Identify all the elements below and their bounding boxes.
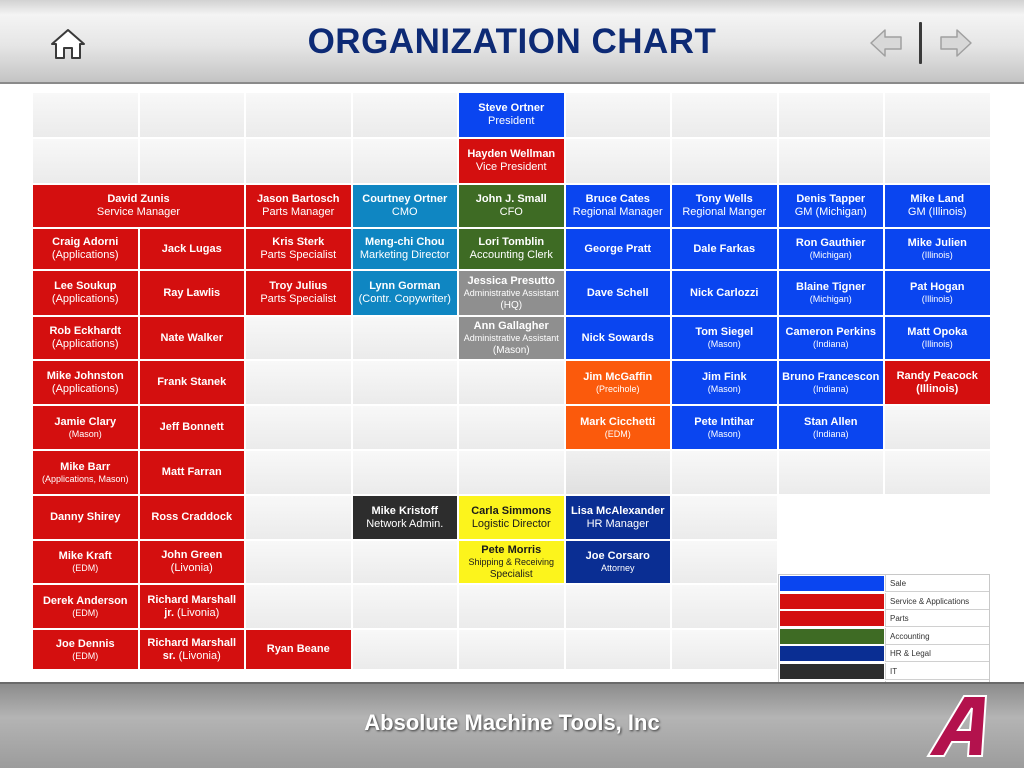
empty-grid-cell [565,450,672,495]
person-name: Bruce Cates [585,193,650,205]
person-name: Ryan Beane [266,643,330,655]
org-person-card [139,629,246,670]
org-person-card [671,270,778,316]
org-person-card [139,316,246,360]
person-name: Jack Lugas [161,242,222,255]
legend-label: Accounting [885,628,989,645]
empty-grid-cell [565,584,672,629]
person-name: Dale Farkas [693,242,756,255]
org-person-card [565,405,672,450]
person-name: Frank Stanek [157,376,227,388]
org-person-card [32,184,245,228]
org-person-card [139,228,246,270]
person-name: Tony Wells [695,193,753,205]
empty-grid-cell [671,495,778,540]
person-title: Logistic Director [471,517,551,530]
person-name: Craig Adorni [52,236,119,248]
person-title: (Applications) [51,249,119,261]
person-name: Kris Sterk [272,236,325,248]
legend-swatch [780,576,884,591]
org-person-card [884,360,991,405]
person-title: (Contr. Copywriter) [358,293,451,305]
person-title: Administrative Assistant [463,287,559,298]
org-person-card [778,405,885,450]
person-name: Troy Julius [269,280,328,292]
person-title: (Michigan) [809,250,852,260]
person-name: Dave Schell [586,286,649,299]
org-person-card [458,270,565,316]
empty-grid-cell [671,450,778,495]
person-name: John Green [161,549,223,561]
org-person-card [139,495,246,540]
legend-swatch [780,664,884,679]
person-name: Stan Allen [804,415,858,428]
empty-grid-cell [671,138,778,184]
empty-grid-cell [671,540,778,584]
person-title: (Indiana) [812,383,849,394]
org-person-card [884,270,991,316]
person-title: (Indiana) [812,428,849,439]
person-name: Ann Gallagher [473,319,549,332]
person-title: (Mason) [707,428,741,439]
org-person-card [458,228,565,270]
person-name: Randy Peacock [896,369,978,382]
empty-grid-cell [458,584,565,629]
person-title: (Applications) [51,382,119,395]
person-name: Jason Bartosch [256,193,340,205]
person-name: Mark Cicchetti [580,415,656,428]
person-name: Mike Julien [907,237,967,249]
empty-grid-cell [245,360,352,405]
empty-grid-cell [458,629,565,670]
empty-grid-cell [565,138,672,184]
org-person-card [139,360,246,405]
person-title: Shipping & Receiving [468,556,555,567]
org-person-card [778,184,885,228]
person-name-line2 [164,607,219,620]
company-name: Absolute Machine Tools, Inc [364,710,660,735]
org-person-card [671,184,778,228]
person-title: President [488,115,535,127]
nav-divider [919,22,922,64]
legend-label: HR & Legal [885,645,989,662]
empty-grid-cell [352,584,459,629]
org-person-card [352,270,459,316]
person-name: Ray Lawlis [163,286,221,299]
empty-grid-cell [32,92,139,138]
person-name: Lori Tomblin [478,236,545,248]
empty-grid-cell [884,92,991,138]
empty-grid-cell [778,92,885,138]
person-title: (Applications) [51,338,119,350]
person-title: GM (Illinois) [907,206,967,218]
person-name: Pete Morris [481,543,542,556]
empty-grid-cell [245,92,352,138]
person-title: (EDM) [72,607,99,618]
person-name: Courtney Ortner [362,193,448,205]
empty-grid-cell [778,138,885,184]
person-title: HR Manager [586,517,649,530]
empty-grid-cell [352,92,459,138]
org-person-card [139,270,246,316]
org-person-card [778,270,885,316]
empty-grid-cell [139,138,246,184]
person-title-line2: Specialist [489,568,533,580]
person-name: Tom Siegel [695,326,754,338]
header-bar [0,0,1024,84]
empty-grid-cell [32,138,139,184]
person-name: Mike Kristoff [371,504,439,517]
person-name: Matt Farran [161,466,222,478]
person-title: (EDM) [72,563,99,573]
person-title: Regional Manger [682,206,767,218]
person-name: David Zunis [107,193,170,205]
empty-grid-cell [352,629,459,670]
org-person-card [565,184,672,228]
person-name: Danny Shirey [50,511,121,523]
org-person-card [352,184,459,228]
org-person-card [32,540,139,584]
person-name: Bruno Francescon [782,370,880,383]
legend-swatch [780,646,884,661]
person-name: Lisa McAlexander [570,504,665,517]
empty-grid-cell [565,92,672,138]
org-person-card [458,184,565,228]
empty-grid-cell [671,629,778,670]
org-person-card [884,228,991,270]
org-person-card [32,316,139,360]
org-person-card [565,228,672,270]
person-title: (Illinois) [921,339,953,349]
person-title: GM (Michigan) [794,206,867,218]
person-name: Hayden Wellman [467,148,556,160]
legend-label: Service & Applications [885,593,989,610]
page-title: ORGANIZATION CHART [307,22,717,61]
org-chart-area [0,84,1024,682]
empty-grid-cell [458,405,565,450]
org-person-card [245,270,352,316]
forward-button[interactable] [936,27,974,59]
legend-item [779,663,989,680]
org-person-card [352,228,459,270]
empty-grid-cell [352,405,459,450]
org-person-card [139,405,246,450]
empty-grid-cell [352,316,459,360]
person-title: (EDM) [604,428,631,439]
person-name: Pat Hogan [910,281,965,293]
org-person-card [32,405,139,450]
person-name: Lynn Gorman [369,280,441,292]
empty-grid-cell [352,360,459,405]
org-person-card [32,360,139,405]
person-name: John J. Small [475,193,547,205]
person-title-line2: (HQ) [500,299,523,311]
person-name-suffix: jr. [164,606,175,619]
org-person-card [671,360,778,405]
legend-swatch [780,629,884,644]
person-title: (Applications) [51,293,119,305]
org-person-card [565,316,672,360]
person-name: Mike Land [910,193,965,205]
legend-item [779,575,989,592]
empty-grid-cell [352,138,459,184]
empty-grid-cell [245,495,352,540]
person-name: Mike Johnston [46,369,124,382]
org-person-card [245,228,352,270]
person-name: Jim Fink [701,370,747,383]
empty-grid-cell [245,540,352,584]
org-person-card [458,138,565,184]
org-person-card [32,629,139,670]
arrow-right-icon [936,27,974,59]
person-title-line2: (Mason) [492,344,530,356]
empty-grid-cell [671,92,778,138]
person-name: Jamie Clary [54,415,117,428]
person-title: (Michigan) [809,294,852,304]
person-name: Joe Dennis [55,637,115,650]
person-title: Service Manager [96,206,181,218]
person-name: Joe Corsaro [585,550,650,562]
footer-bar [0,682,1024,768]
empty-grid-cell [671,584,778,629]
person-title: (Mason) [707,383,741,394]
legend-item [779,645,989,662]
back-button[interactable] [868,27,906,59]
arrow-left-icon [868,27,906,59]
org-person-card [352,495,459,540]
person-name: Carla Simmons [471,504,552,517]
person-name: Lee Soukup [54,280,117,292]
person-name: Derek Anderson [42,594,128,607]
org-person-card [139,450,246,495]
person-title: (Indiana) [812,339,849,349]
person-name: Matt Opoka [907,326,968,338]
person-name: Nick Carlozzi [690,286,759,299]
org-person-card [778,360,885,405]
person-title: (Applications, Mason) [41,473,129,484]
org-person-card [458,92,565,138]
person-name: Jessica Presutto [467,274,555,287]
empty-grid-cell [139,92,246,138]
person-title: Attorney [600,563,635,573]
person-title: (Illinois) [916,382,959,395]
legend-swatch [780,611,884,626]
empty-grid-cell [778,450,885,495]
org-person-card [245,629,352,670]
person-name: Cameron Perkins [785,326,876,338]
org-person-card [32,228,139,270]
person-name: Rob Eckhardt [49,325,121,337]
org-person-card [32,270,139,316]
person-name: Blaine Tigner [796,281,866,293]
org-person-card [139,584,246,629]
org-person-card [565,540,672,584]
person-name: Denis Tapper [796,193,866,205]
org-person-card [458,495,565,540]
org-person-card [565,360,672,405]
person-title: (EDM) [72,650,99,661]
person-name: Pete Intihar [694,415,755,428]
person-name: Nick Sowards [581,331,654,344]
legend-item [779,628,989,645]
person-title: (Mason) [707,339,741,349]
person-title: (Illinois) [921,250,953,260]
empty-grid-cell [245,138,352,184]
person-title: Parts Specialist [260,293,337,305]
person-name: Nate Walker [160,331,224,344]
empty-grid-cell [884,405,991,450]
org-person-card [32,450,139,495]
person-title: (Precihole) [595,383,640,394]
empty-grid-cell [245,584,352,629]
org-person-card [565,495,672,540]
person-title: (Mason) [68,428,102,439]
person-name: Richard Marshall [147,593,237,606]
org-person-card [884,316,991,360]
org-person-card [671,316,778,360]
person-title: CFO [499,206,523,218]
legend-item [779,593,989,610]
person-name: George Pratt [584,242,652,255]
person-title: CMO [391,206,418,218]
empty-grid-cell [245,450,352,495]
person-name: Jeff Bonnett [159,421,224,433]
legend-label: IT [885,663,989,680]
empty-grid-cell [352,450,459,495]
person-name: Ross Craddock [151,511,233,523]
org-person-card [458,316,565,360]
person-name: Meng-chi Chou [365,236,445,248]
legend-label: Parts [885,610,989,627]
person-title: Parts Specialist [260,249,337,261]
person-title: Network Admin. [366,517,444,530]
org-person-card [565,270,672,316]
person-title: Parts Manager [262,206,335,218]
person-name: Mike Kraft [58,550,112,562]
person-title: Regional Manager [572,206,663,218]
person-title: (Illinois) [921,294,953,304]
org-person-card [458,540,565,584]
legend-label: Sale [885,575,989,592]
person-name: Mike Barr [60,460,111,473]
org-person-card [778,228,885,270]
empty-grid-cell [245,316,352,360]
org-person-card [139,540,246,584]
legend-swatch [780,594,884,609]
empty-grid-cell [458,450,565,495]
person-title: Marketing Director [359,249,450,261]
org-person-card [32,495,139,540]
empty-grid-cell [245,405,352,450]
person-title: Accounting Clerk [469,249,553,261]
person-name: Richard Marshall [147,636,237,649]
org-person-card [245,184,352,228]
person-title: Administrative Assistant [463,332,559,343]
org-person-card [671,405,778,450]
legend-item [779,610,989,627]
person-title: (Livonia) [178,649,221,662]
person-name: Steve Ortner [478,102,545,114]
person-name: Ron Gauthier [795,237,866,249]
org-person-card [884,184,991,228]
org-person-card [778,316,885,360]
empty-grid-cell [565,629,672,670]
company-logo-icon [924,690,1000,760]
empty-grid-cell [884,450,991,495]
person-title: (Livonia) [170,562,213,574]
org-person-card [32,584,139,629]
person-title: (Livonia) [177,606,220,619]
person-title: Vice President [475,161,547,173]
empty-grid-cell [352,540,459,584]
org-person-card [671,228,778,270]
person-name-suffix: sr. [162,649,176,662]
person-name-line2 [163,650,221,663]
person-name: Jim McGaffin [583,370,653,383]
empty-grid-cell [884,138,991,184]
empty-grid-cell [458,360,565,405]
